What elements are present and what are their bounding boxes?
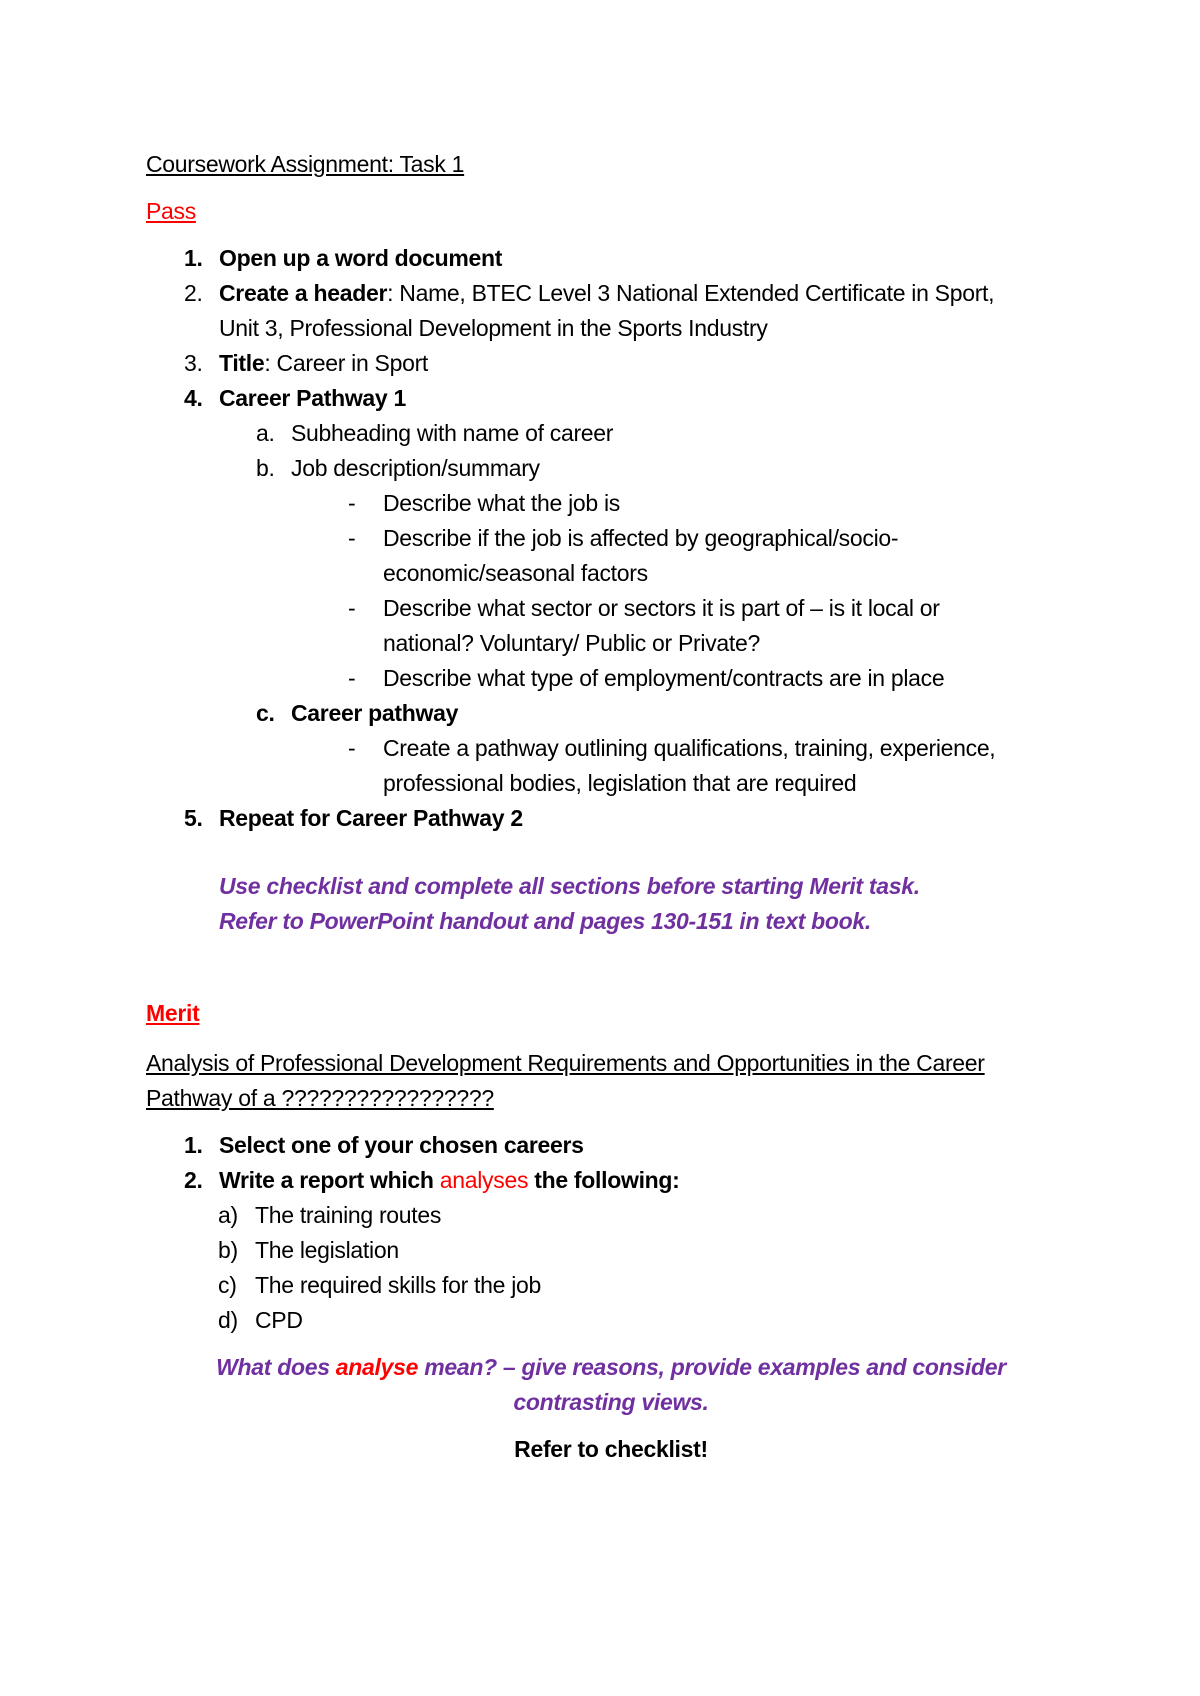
- dash-bullet: -: [348, 735, 356, 761]
- letter-label: c): [218, 1272, 237, 1298]
- letter-label: d): [218, 1307, 238, 1333]
- item-text: Select one of your chosen careers: [219, 1132, 584, 1158]
- letter-text: CPD: [255, 1307, 303, 1333]
- bullet-text: Create a pathway outlining qualifications, training, experience,: [383, 735, 996, 761]
- bullet-text: Describe what sector or sectors it is part of – is it local or: [383, 595, 940, 621]
- pass-item-3: [146, 346, 1076, 381]
- bullet-point: [146, 486, 1076, 521]
- merit-letter-a: [146, 1198, 1076, 1233]
- merit-subtitle-2: Pathway of a ?????????????????: [146, 1085, 494, 1111]
- sub-text: Career pathway: [291, 700, 459, 726]
- pass-item-4: [146, 381, 1076, 416]
- letter-label: b): [218, 1237, 238, 1263]
- pass-item-5: [146, 801, 1076, 836]
- bullet-text: national? Voluntary/ Public or Private?: [383, 630, 760, 656]
- pass-note-2: [146, 904, 1076, 939]
- letter-text: The training routes: [255, 1202, 442, 1228]
- item-text: Write a report which: [219, 1167, 440, 1193]
- bullet-point: [146, 591, 1076, 626]
- letter-text: The required skills for the job: [255, 1272, 542, 1298]
- item-text: Open up a word document: [219, 245, 503, 271]
- item-text: Career Pathway 1: [219, 385, 406, 411]
- pass-note-1: [146, 869, 1076, 904]
- item-text: : Name, BTEC Level 3 National Extended Certificate in Sport,: [387, 280, 995, 306]
- question-text: What does: [216, 1354, 336, 1380]
- sub-letter: c.: [256, 700, 275, 726]
- item-bold: Create a header: [219, 280, 388, 306]
- highlight-word: analyse: [335, 1354, 419, 1380]
- note-text: Use checklist and complete all sections before starting Merit task.: [219, 873, 920, 899]
- merit-question-1: [146, 1350, 1076, 1385]
- bullet-point-cont: [146, 766, 1076, 801]
- pass-item-2-cont: [146, 311, 1076, 346]
- item-text: Repeat for Career Pathway 2: [219, 805, 523, 831]
- letter-text: The legislation: [255, 1237, 399, 1263]
- item-number: 3.: [184, 350, 203, 376]
- letter-label: a): [218, 1202, 238, 1228]
- sub-letter: a.: [256, 420, 275, 446]
- merit-subtitle-1: Analysis of Professional Development Requirements and Opportunities in the Career: [146, 1050, 985, 1076]
- merit-item-2: [146, 1163, 1076, 1198]
- sub-item-a: [146, 416, 1076, 451]
- sub-item-c: [146, 696, 1076, 731]
- document-page: [146, 147, 1076, 1467]
- bullet-text: Describe if the job is affected by geographical/socio-: [383, 525, 899, 551]
- merit-letter-d: [146, 1303, 1076, 1338]
- sub-text: Subheading with name of career: [291, 420, 614, 446]
- question-text: mean? – give reasons, provide examples and consider: [418, 1354, 1006, 1380]
- bullet-point: [146, 731, 1076, 766]
- dash-bullet: -: [348, 595, 356, 621]
- bullet-text: professional bodies, legislation that are required: [383, 770, 857, 796]
- pass-heading: Pass: [146, 198, 196, 224]
- item-number: 1.: [184, 245, 203, 271]
- bullet-text: Describe what the job is: [383, 490, 620, 516]
- item-text: Unit 3, Professional Development in the Sports Industry: [219, 315, 768, 341]
- refer-checklist: Refer to checklist!: [514, 1436, 708, 1462]
- item-number: 5.: [184, 805, 203, 831]
- sub-item-b: [146, 451, 1076, 486]
- item-text: the following:: [528, 1167, 680, 1193]
- bullet-point: [146, 521, 1076, 556]
- item-bold: Title: [219, 350, 265, 376]
- sub-letter: b.: [256, 455, 275, 481]
- sub-text: Job description/summary: [291, 455, 540, 481]
- pass-item-2: [146, 276, 1076, 311]
- item-number: 1.: [184, 1132, 203, 1158]
- merit-question-2: contrasting views.: [513, 1389, 709, 1415]
- highlight-word: analyses: [439, 1167, 529, 1193]
- item-number: 2.: [184, 280, 203, 306]
- pass-item-1: [146, 241, 1076, 276]
- merit-letter-b: [146, 1233, 1076, 1268]
- document-title: Coursework Assignment: Task 1: [146, 151, 465, 177]
- merit-item-1: [146, 1128, 1076, 1163]
- bullet-point: [146, 661, 1076, 696]
- dash-bullet: -: [348, 525, 356, 551]
- dash-bullet: -: [348, 665, 356, 691]
- bullet-text: economic/seasonal factors: [383, 560, 648, 586]
- dash-bullet: -: [348, 490, 356, 516]
- bullet-point-cont: [146, 556, 1076, 591]
- merit-heading: Merit: [146, 1000, 200, 1026]
- item-number: 2.: [184, 1167, 203, 1193]
- bullet-text: Describe what type of employment/contracts are in place: [383, 665, 945, 691]
- note-text: Refer to PowerPoint handout and pages 130-151 in text book.: [219, 908, 871, 934]
- item-text: : Career in Sport: [264, 350, 429, 376]
- bullet-point-cont: [146, 626, 1076, 661]
- item-number: 4.: [184, 385, 203, 411]
- merit-letter-c: [146, 1268, 1076, 1303]
